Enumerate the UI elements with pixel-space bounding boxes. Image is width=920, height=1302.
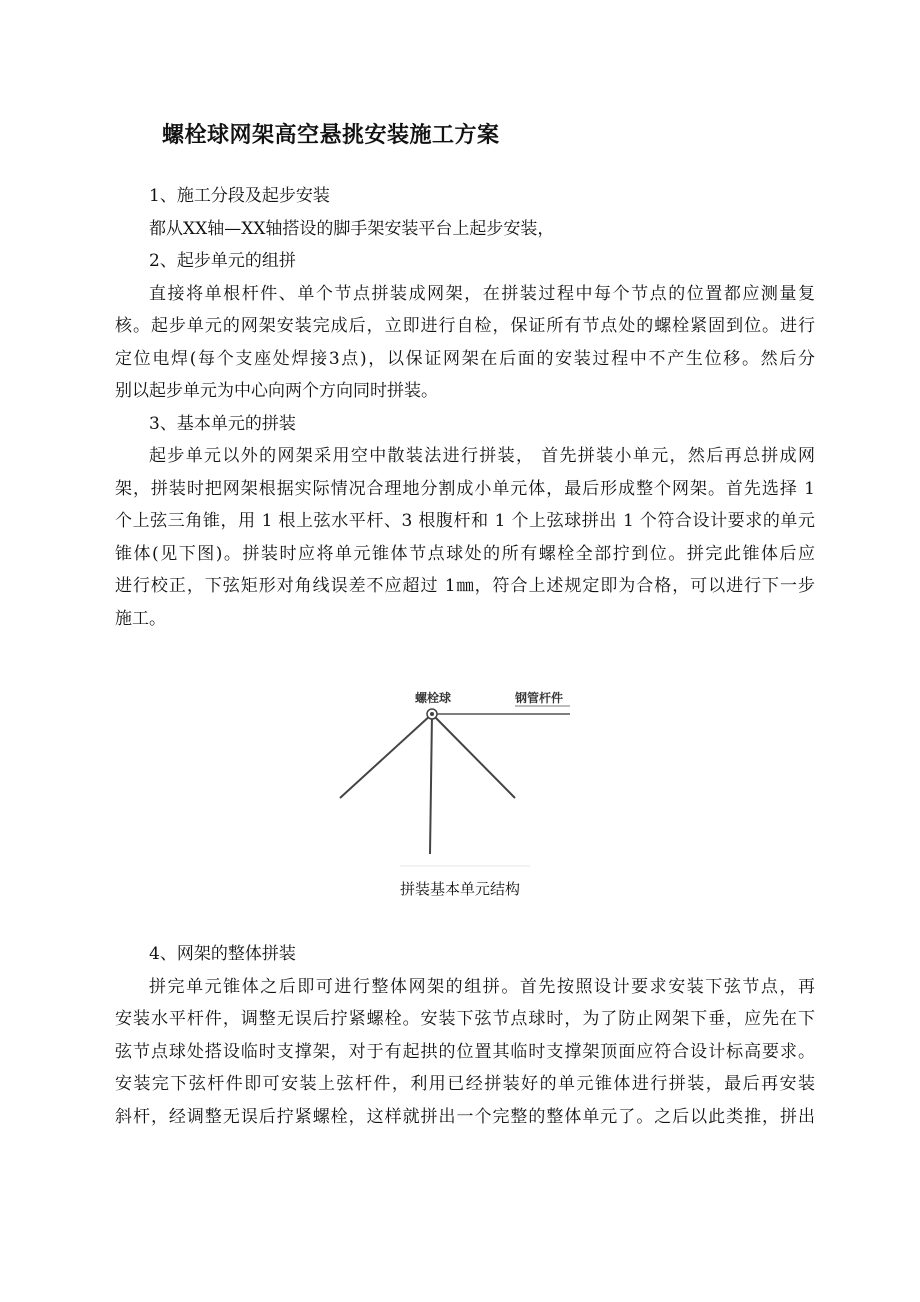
unit-structure-figure — [330, 682, 590, 872]
section3-heading: 3、基本单元的拼装 — [149, 413, 296, 434]
section4-line-4: 安装完下弦杆件即可安装上弦杆件，利用已经拼装好的单元锥体进行拼装，最后再安装 — [115, 1074, 815, 1094]
text-block-upper — [115, 180, 815, 635]
section3-line-6: 施工。 — [115, 608, 166, 629]
text-block-lower — [115, 938, 815, 1133]
section1-heading: 1、施工分段及起步安装 — [149, 186, 330, 206]
section2-line-1: 直接将单根杆件、单个节点拼装成网架，在拼装过程中每个节点的位置都应测量复 — [149, 283, 815, 304]
steel-rod-right — [432, 714, 515, 798]
section3-line-1: 起步单元以外的网架采用空中散装法进行拼装， 首先拼装小单元，然后再总拼成网 — [149, 446, 815, 466]
document-title: 螺栓球网架高空悬挑安装施工方案 — [162, 123, 500, 148]
section1-line-1: 都从XX轴—XX轴搭设的脚手架安装平台上起步安装， — [149, 218, 555, 239]
steel-rod-vertical — [430, 714, 432, 854]
section3-line-3: 个上弦三角锥，用 1 根上弦水平杆、3 根腹杆和 1 个上弦球拼出 1 个符合设计要求的单元 — [115, 511, 815, 531]
section2-line-2: 核。起步单元的网架安装完成后，立即进行自检，保证所有节点处的螺栓紧固到位。进行 — [115, 316, 815, 336]
bolt-ball-center — [430, 712, 434, 716]
figure-caption: 拼装基本单元结构 — [399, 880, 520, 898]
section2-line-4: 别以起步单元为中心向两个方向同时拼装。 — [115, 381, 438, 401]
steel-rod-label: 钢管杆件 — [515, 691, 564, 705]
section3-line-2: 架，拼装时把网架根据实际情况合理地分割成小单元体，最后形成整个网架。首先选择 1 — [115, 478, 815, 499]
section4-line-1: 拼完单元锥体之后即可进行整体网架的组拼。首先按照设计要求安装下弦节点，再 — [149, 976, 815, 997]
section2-line-3: 定位电焊(每个支座处焊接3点)，以保证网架在后面的安装过程中不产生位移。然后分 — [115, 348, 815, 369]
steel-rod-left — [340, 714, 432, 798]
section4-line-5: 斜杆，经调整无误后拧紧螺栓，这样就拼出一个完整的整体单元了。之后以此类推，拼出 — [115, 1106, 815, 1127]
section3-line-4: 锥体(见下图)。拼装时应将单元锥体节点球处的所有螺栓全部拧到位。拼完此锥体后应 — [115, 543, 815, 564]
section2-heading: 2、起步单元的组拼 — [149, 251, 296, 271]
section4-heading: 4、网架的整体拼装 — [149, 944, 296, 964]
bolt-ball-label: 螺栓球 — [415, 691, 452, 705]
section4-line-3: 弦节点球处搭设临时支撑架，对于有起拱的位置其临时支撑架顶面应符合设计标高要求。 — [115, 1041, 815, 1062]
section4-line-2: 安装水平杆件，调整无误后拧紧螺栓。安装下弦节点球时，为了防止网架下垂，应先在下 — [115, 1009, 815, 1029]
section3-line-5: 进行校正，下弦矩形对角线误差不应超过 1㎜，符合上述规定即为合格，可以进行下一步 — [115, 576, 815, 596]
